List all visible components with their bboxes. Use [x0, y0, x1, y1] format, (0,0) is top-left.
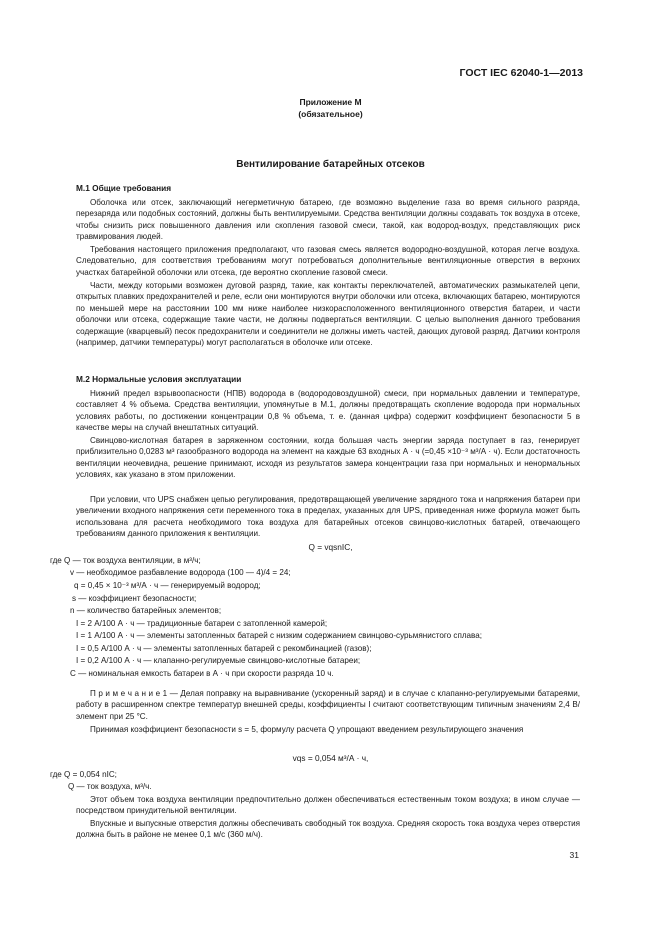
paragraph-text: Требования настоящего приложения предполагают, что газовая смесь является водородно-воздушной, которая легче воздуха. Следовательно, для соответствия требованиям могут потребоваться дополнительные вентиляционные отверстия в верхних участках батарейной оболочки или отсека, где вероятно скопление газовой смеси. — [76, 245, 580, 277]
appendix-status: (обязательное) — [298, 109, 363, 119]
formula-q: Q = vqsnIC, — [308, 542, 353, 552]
note-text: П р и м е ч а н и е 1 — Делая поправку на выравнивание (ускоренный заряд) и в случае с клапанно-регулируемыми батареями, работу в расширенном спектре температур внешней среды, коэффициенты I считают соответствующим типичным значениям 2,4 В/элемент при 25 °С. — [76, 689, 580, 721]
paragraph-text: Части, между которыми возможен дуговой разряд, такие, как контакты переключателей, автоматических размыкателей цепи, открытых плавких предохранителей и реле, если они монтируются внутри оболочки или отсека, включающих батарею, монтируются по меньшей мере на расстоянии 100 мм ниже наиболее низкорасположенного вентиляционного отверстия батареи, и части оболочки или отсека, содержащие такие части, не должны подвергаться вентиляции. С целью выполнения данного требования содержащие (кварцевый) песок предохранители и соединители не должны иметь частей, дающих дуговой разряд. Датчики контроля (например, датчики температуры) могут располагаться в оболочке или отсеке. — [76, 281, 580, 348]
paragraph-m1-1 — [76, 197, 580, 243]
paragraph-m2-2 — [76, 435, 580, 481]
paragraph-text: Свинцово-кислотная батарея в заряженном состоянии, когда большая часть энергии заряда поступает в газ, генерирует приблизительно 0,0283 м³ газообразного водорода на элемент на каждые 63 входных А · ч (=0,45 ×10⁻³ м³/А · ч). Если достаточность вентиляции неочевидна, решение принимают, исходя из результатов замера концентрации газа при нормальных и ненормальных условиях, как указано в этом приложении. — [76, 436, 580, 480]
paragraph-m2-1 — [76, 388, 580, 434]
definition-i-4: I = 0,2 А/100 А · ч — клапанно-регулируемые свинцово-кислотные батареи; — [76, 656, 361, 665]
standard-header: ГОСТ IEC 62040-1—2013 — [459, 67, 583, 79]
note-paragraph — [76, 688, 580, 722]
definition-s: s — коэффициент безопасности; — [72, 594, 197, 603]
formula-vqs: vqs = 0,054 м³/А · ч, — [292, 753, 369, 763]
paragraph-text: При условии, что UPS снабжен цепью регулирования, предотвращающей увеличение зарядного тока и напряжения батареи при увеличении входного напряжения сети переменного тока в пределах, указанных для UPS, приведенная ниже формула может быть использована для расчета необходимого тока воздуха для батарейных отсеков свинцово-кислотных батарей, отвечающего требованиям данного приложения к вентиляции. — [76, 495, 580, 539]
definition-n: n — количество батарейных элементов; — [70, 606, 222, 615]
page-title: Вентилирование батарейных отсеков — [236, 159, 425, 170]
paragraph-final-2 — [76, 818, 580, 841]
definition-i-2: I = 1 А/100 А · ч — элементы затопленных батарей с низким содержанием свинцово-сурьмянистого сплава; — [76, 631, 483, 640]
paragraph-m2-3 — [76, 494, 580, 540]
paragraph-text: Этот объем тока воздуха вентиляции предпочтительно должен обеспечиваться естественным током воздуха; в ином случае — посредством принудительной вентиляции. — [76, 795, 580, 816]
definition-i-3: I = 0,5 А/100 А · ч — элементы затопленных батарей с рекомбинацией (газов); — [76, 644, 372, 653]
section-heading-m1: М.1 Общие требования — [76, 183, 172, 193]
appendix-name: Приложение М — [299, 97, 362, 107]
page-number: 31 — [569, 850, 579, 860]
definition-v: v — необходимое разбавление водорода (100 — 4)/4 = 24; — [70, 568, 291, 577]
paragraph-m1-3 — [76, 280, 580, 348]
definition-q-airflow: Q — ток воздуха, м³/ч. — [68, 782, 152, 791]
section-heading-m2: М.2 Нормальные условия эксплуатации — [76, 374, 242, 384]
paragraph-final-1 — [76, 794, 580, 817]
definition-q-simplified: где Q = 0,054 nIC; — [50, 770, 117, 779]
paragraph-text: Нижний предел взрывоопасности (НПВ) водорода в (водородовоздушной) смеси, при нормальных давлении и температуре, составляет 4 % объема. Средства вентиляции, упомянутые в М.1, должны предотвращать скопление водорода при нормальных условиях работы, по достижении концентрации 0,8 % объема, т. е. (данная цифра) содержит коэффициент безопасности 5 в качестве меры на случай внештатных ситуаций. — [76, 389, 580, 433]
paragraph-text: Принимая коэффициент безопасности s = 5, формулу расчета Q упрощают введением результирующего значения — [90, 725, 524, 734]
definition-i-1: I = 2 А/100 А · ч — традиционные батареи с затопленной камерой; — [76, 619, 328, 628]
definition-q: где Q — ток воздуха вентиляции, в м³/ч; — [50, 556, 201, 565]
paragraph-text: Оболочка или отсек, заключающий негерметичную батарею, где возможно выделение газа во время сильного разряда, перезаряда или подобных состояний, должны быть вентилируемыми. Средства вентиляции должны создавать ток воздуха в отсеке, чтобы снизить риск повышенного давления или скопления газовой смеси, такой, как водород-воздух, представляющих риск травмирования людей. — [76, 198, 580, 242]
definition-c: C — номинальная емкость батареи в А · ч при скорости разряда 10 ч. — [70, 669, 334, 678]
accept-paragraph — [76, 724, 580, 735]
paragraph-text: Впускные и выпускные отверстия должны обеспечивать свободный ток воздуха. Средняя скорость тока воздуха через отверстия должна быть в районе не менее 0,1 м/с (360 м/ч). — [76, 819, 580, 840]
definition-q-hydrogen: q = 0,45 × 10⁻³ м³/А · ч — генерируемый водород; — [74, 581, 261, 590]
paragraph-m1-2 — [76, 244, 580, 278]
